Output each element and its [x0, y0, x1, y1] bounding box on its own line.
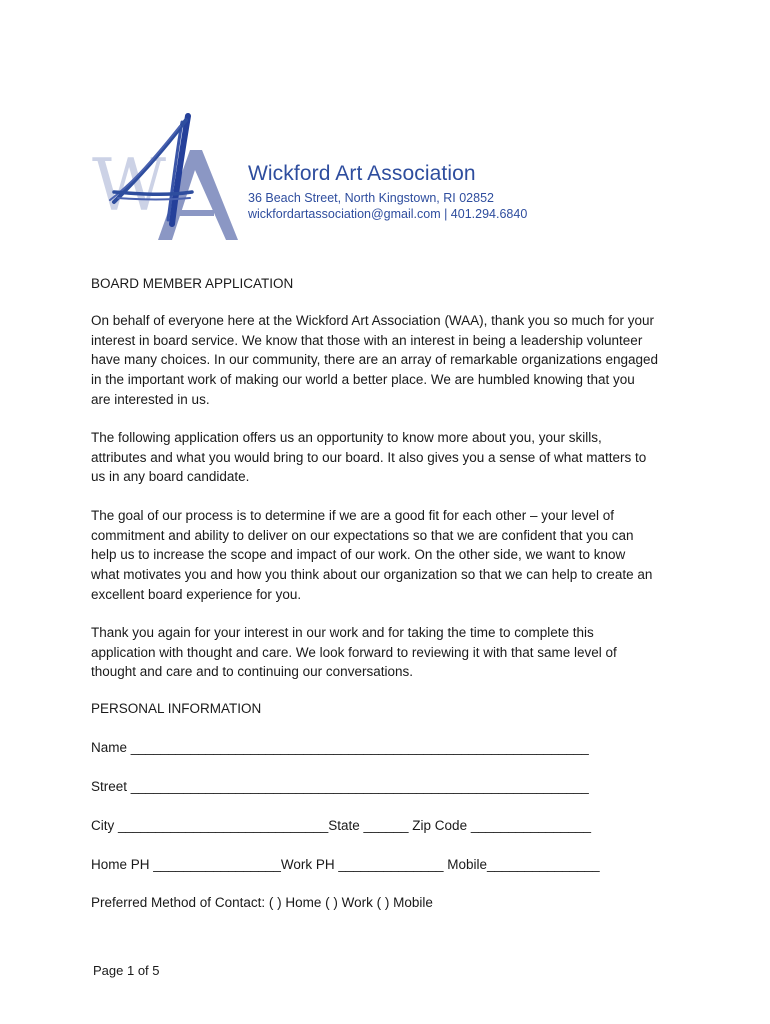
- process-goal-paragraph: [91, 506, 691, 605]
- paragraph-line: attributes and what you would bring to our board. It also gives you a sense of what matters to: [91, 449, 647, 465]
- svg-text:W: W: [92, 143, 167, 227]
- personal-information-heading: PERSONAL INFORMATION: [91, 701, 262, 716]
- organization-contact: wickfordartassociation@gmail.com | 401.294.6840: [248, 207, 528, 221]
- paragraph-line: in the important work of making our world a better place. We are humbled knowing that you: [91, 372, 635, 388]
- organization-name: Wickford Art Association: [248, 162, 476, 185]
- paragraph-line: excellent board experience for you.: [91, 586, 302, 602]
- page-number: Page 1 of 5: [93, 963, 160, 978]
- intro-paragraph: [91, 311, 691, 410]
- preferred-contact-method-field[interactable]: Preferred Method of Contact: ( ) Home ( ) Work ( ) Mobile: [91, 895, 433, 910]
- thank-you-paragraph: [91, 623, 691, 682]
- street-field[interactable]: Street _____________________________________________________________: [91, 779, 589, 794]
- paragraph-line: The following application offers us an opportunity to know more about you, your skills,: [91, 430, 602, 445]
- document-title: BOARD MEMBER APPLICATION: [91, 276, 294, 291]
- paragraph-line: The goal of our process is to determine if we are a good fit for each other – your level of: [91, 508, 615, 523]
- paragraph-line: us in any board candidate.: [91, 469, 250, 485]
- wa-monogram-logo-icon: [92, 112, 242, 242]
- city-state-zip-field[interactable]: City ____________________________State ______ Zip Code ________________: [91, 818, 591, 833]
- paragraph-line: interest in board service. We know that those with an interest in being a leadership volunteer: [91, 332, 643, 348]
- paragraph-line: On behalf of everyone here at the Wickford Art Association (WAA), thank you so much for your: [91, 313, 655, 328]
- organization-address: 36 Beach Street, North Kingstown, RI 02852: [248, 191, 494, 205]
- phone-numbers-field[interactable]: Home PH _________________Work PH ______________ Mobile_______________: [91, 857, 600, 872]
- paragraph-line: are interested in us.: [91, 391, 210, 407]
- paragraph-line: what motivates you and how you think about our organization so that we can help to create an: [91, 567, 653, 583]
- paragraph-line: Thank you again for your interest in our work and for taking the time to complete this: [91, 625, 594, 640]
- paragraph-line: have many choices. In our community, there are an array of remarkable organizations engaged: [91, 352, 659, 368]
- name-field[interactable]: Name _____________________________________________________________: [91, 740, 589, 755]
- application-purpose-paragraph: [91, 428, 691, 487]
- paragraph-line: thought and care and to continuing our conversations.: [91, 664, 413, 680]
- paragraph-line: commitment and ability to deliver on our expectations so that we are confident that you can: [91, 527, 634, 543]
- paragraph-line: help us to increase the scope and impact of our work. On the other side, we want to know: [91, 547, 626, 563]
- paragraph-line: application with thought and care. We look forward to reviewing it with that same level of: [91, 644, 617, 660]
